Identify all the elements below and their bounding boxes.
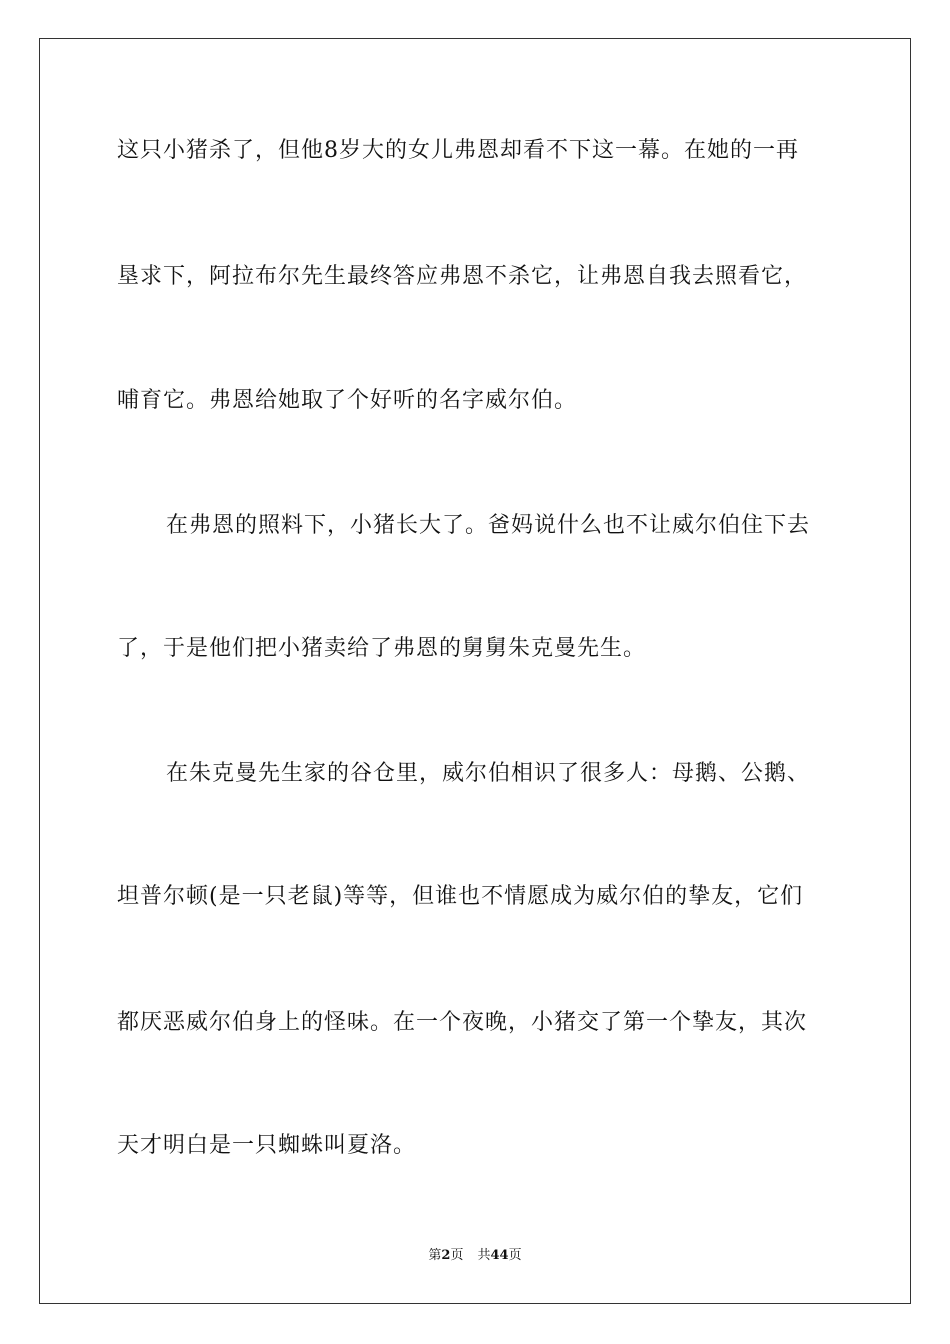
page-prefix: 第 — [428, 1248, 442, 1263]
text-line-6: 在朱克曼先生家的谷仓里，威尔伯相识了很多人：母鹅、公鹅、 — [166, 761, 811, 786]
total-suffix: 页 — [508, 1248, 522, 1263]
text-line-5: 了，于是他们把小猪卖给了弗恩的舅舅朱克曼先生。 — [117, 636, 647, 661]
page-border — [39, 38, 911, 1304]
text-line-3: 哺育它。弗恩给她取了个好听的名字威尔伯。 — [117, 388, 578, 413]
page-suffix: 页 — [450, 1248, 464, 1263]
text-line-4: 在弗恩的照料下，小猪长大了。爸妈说什么也不让威尔伯住下去 — [166, 513, 811, 538]
page-total: 44 — [490, 1248, 509, 1263]
text-line-1: 这只小猪杀了，但他8岁大的女儿弗恩却看不下这一幕。在她的一再 — [117, 138, 799, 163]
text-line-9: 天才明白是一只蜘蛛叫夏洛。 — [117, 1133, 417, 1158]
page-footer — [0, 1247, 950, 1265]
page-current: 2 — [441, 1248, 451, 1263]
text-line-7: 坦普尔顿(是一只老鼠)等等，但谁也不情愿成为威尔伯的挚友，它们 — [117, 884, 804, 909]
text-line-2: 垦求下，阿拉布尔先生最终答应弗恩不杀它，让弗恩自我去照看它， — [117, 264, 808, 289]
total-prefix: 共 — [477, 1248, 491, 1263]
text-line-8: 都厌恶威尔伯身上的怪味。在一个夜晚，小猪交了第一个挚友，其次 — [117, 1010, 808, 1035]
